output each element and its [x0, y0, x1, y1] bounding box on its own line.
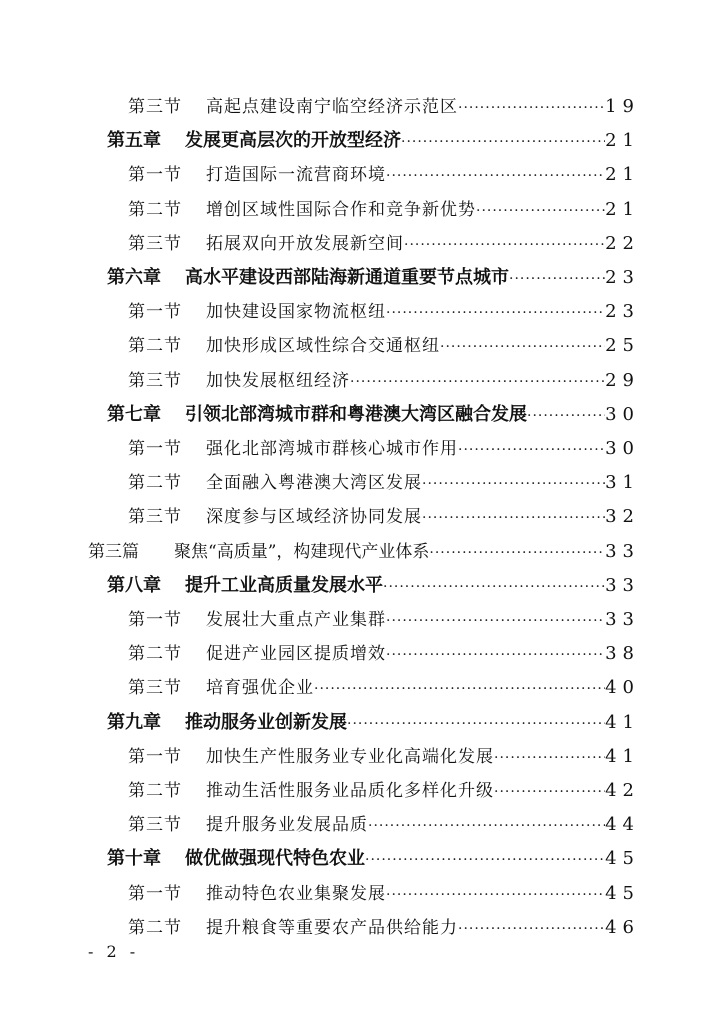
- toc-entry-page: 21: [605, 198, 640, 220]
- toc-entry-label: 第三节: [128, 815, 182, 836]
- toc-entry-page: 23: [605, 267, 640, 288]
- toc-entry-label: 第三节: [128, 678, 182, 699]
- dot-leader: [422, 476, 605, 492]
- dot-leader: [386, 613, 605, 629]
- dot-leader: [386, 168, 605, 184]
- toc-entry-title: 高起点建设南宁临空经济示范区: [206, 97, 458, 117]
- toc-entry-page: 21: [605, 164, 640, 186]
- toc-entry-page: 22: [605, 232, 640, 254]
- toc-entry-title: 全面融入粤港澳大湾区发展: [206, 473, 422, 494]
- dot-leader: [429, 545, 605, 561]
- dot-leader: [440, 339, 605, 355]
- dot-leader: [458, 100, 605, 116]
- toc-entry-title: 深度参与区域经济协同发展: [206, 507, 422, 528]
- dot-leader: [386, 887, 605, 903]
- toc-entry-page: 33: [605, 540, 640, 562]
- dot-leader: [365, 852, 605, 868]
- toc-entry-section: [0, 366, 640, 396]
- dot-leader: [458, 921, 605, 937]
- toc-entry-title: 增创区域性国际合作和竞争新优势: [206, 199, 476, 220]
- toc-entry-label: 第九章: [107, 711, 161, 733]
- toc-entry-page: 30: [605, 403, 640, 425]
- toc-entry-page: 33: [605, 609, 640, 630]
- toc-entry-page: 23: [605, 301, 640, 323]
- dot-leader: [383, 579, 605, 595]
- toc-entry-label: 第七章: [107, 403, 161, 425]
- dot-leader: [509, 271, 605, 287]
- dot-leader: [314, 681, 605, 697]
- toc-entry-section: [0, 195, 640, 225]
- dot-leader: [386, 647, 605, 663]
- toc-entry-page: 21: [605, 130, 640, 152]
- toc-entry-label: 第一节: [128, 610, 182, 630]
- toc-entry-label: 第二节: [128, 644, 182, 665]
- toc-entry-label: 第六章: [107, 267, 161, 288]
- dot-leader: [527, 408, 605, 424]
- toc-entry-page: 46: [605, 916, 640, 938]
- toc-entry-page: 38: [605, 643, 640, 665]
- toc-entry-section: [0, 331, 640, 361]
- toc-entry-section: [0, 605, 640, 635]
- toc-entry-section: [0, 742, 640, 772]
- toc-entry-title: 聚焦“高质量”，构建现代产业体系: [174, 541, 430, 562]
- toc-entry-label: 第二节: [128, 473, 182, 494]
- toc-entry-label: 第三节: [128, 507, 182, 528]
- toc-entry-section: [0, 468, 640, 498]
- toc-entry-title: 加快生产性服务业专业化高端化发展: [206, 746, 494, 767]
- toc-entry-title: 培育强优企业: [206, 678, 314, 699]
- toc-entry-page: 45: [605, 882, 640, 904]
- toc-entry-title: 促进产业园区提质增效: [206, 644, 386, 665]
- toc-entry-title: 引领北部湾城市群和粤港澳大湾区融合发展: [185, 403, 527, 425]
- dot-leader: [368, 818, 605, 834]
- dot-leader: [494, 784, 605, 800]
- toc-entry-label: 第五章: [107, 130, 161, 152]
- toc-entry-title: 高水平建设西部陆海新通道重要节点城市: [185, 267, 509, 288]
- toc-entry-section: [0, 913, 640, 943]
- toc-entry-page: 41: [605, 745, 640, 767]
- toc-entry-label: 第一节: [128, 883, 182, 904]
- toc-entry-label: 第一节: [128, 165, 182, 186]
- toc-entry-title: 推动服务业创新发展: [185, 711, 347, 733]
- toc-entry-section: [0, 434, 640, 464]
- toc-entry-section: [0, 92, 640, 122]
- toc-entry-label: 第十章: [107, 848, 161, 870]
- toc-entry-chapter: [0, 571, 640, 601]
- toc-entry-title: 发展更高层次的开放型经济: [185, 130, 401, 152]
- toc-entry-chapter: [0, 844, 640, 874]
- toc-entry-title: 加快形成区域性综合交通枢纽: [206, 336, 440, 357]
- toc-entry-page: 32: [605, 506, 640, 528]
- toc-entry-section: [0, 502, 640, 532]
- toc-entry-label: 第八章: [107, 574, 161, 596]
- dot-leader: [404, 237, 605, 253]
- toc-entry-label: 第三节: [128, 370, 182, 391]
- toc-entry-label: 第二节: [128, 336, 182, 357]
- toc-entry-title: 发展壮大重点产业集群: [206, 610, 386, 630]
- toc-entry-page: 25: [605, 335, 640, 357]
- toc-entry-title: 提升粮食等重要农产品供给能力: [206, 917, 458, 938]
- toc-entry-label: 第二节: [128, 781, 182, 801]
- toc-entry-page: 29: [605, 369, 640, 391]
- toc-entry-label: 第三节: [128, 97, 182, 117]
- toc-entry-chapter: [0, 126, 640, 156]
- toc-entry-chapter: [0, 263, 640, 293]
- toc-entry-chapter: [0, 400, 640, 430]
- toc-entry-section: [0, 810, 640, 840]
- toc-entry-title: 加快建设国家物流枢纽: [206, 302, 386, 323]
- dot-leader: [476, 203, 605, 219]
- toc-entry-title: 做优做强现代特色农业: [185, 848, 365, 870]
- toc-entry-label: 第一节: [128, 746, 182, 767]
- toc-entry-title: 提升工业高质量发展水平: [185, 574, 383, 596]
- dot-leader: [494, 750, 605, 766]
- dot-leader: [347, 716, 605, 732]
- dot-leader: [386, 305, 605, 321]
- toc-entry-section: [0, 160, 640, 190]
- toc-entry-page: 42: [605, 780, 640, 801]
- toc-entry-chapter: [0, 708, 640, 738]
- toc-entry-label: 第三节: [128, 233, 182, 254]
- dot-leader: [350, 374, 605, 390]
- dot-leader: [458, 442, 605, 458]
- toc-entry-page: 30: [605, 438, 640, 459]
- toc-entry-label: 第二节: [128, 199, 182, 220]
- toc-entry-title: 强化北部湾城市群核心城市作用: [206, 439, 458, 459]
- toc-entry-section: [0, 879, 640, 909]
- toc-entry-part: [0, 537, 640, 567]
- toc-entry-label: 第一节: [128, 439, 182, 459]
- toc-entry-page: 44: [605, 814, 640, 836]
- toc-entry-page: 19: [605, 96, 640, 117]
- toc-entry-page: 41: [605, 711, 640, 733]
- toc-entry-page: 31: [605, 472, 640, 494]
- toc-entry-title: 提升服务业发展品质: [206, 815, 368, 836]
- toc-entry-section: [0, 639, 640, 669]
- toc-entry-title: 推动生活性服务业品质化多样化升级: [206, 781, 494, 801]
- page-number: - 2 -: [88, 942, 140, 961]
- toc-entry-section: [0, 673, 640, 703]
- toc-entry-title: 打造国际一流营商环境: [206, 165, 386, 186]
- toc-entry-page: 45: [605, 848, 640, 870]
- toc-entry-section: [0, 776, 640, 806]
- toc-entry-section: [0, 229, 640, 259]
- toc-entry-title: 加快发展枢纽经济: [206, 370, 350, 391]
- toc-entry-label: 第二节: [128, 917, 182, 938]
- toc-entry-title: 拓展双向开放发展新空间: [206, 233, 404, 254]
- toc-entry-section: [0, 297, 640, 327]
- dot-leader: [401, 134, 605, 150]
- dot-leader: [422, 510, 605, 526]
- toc-entry-title: 推动特色农业集聚发展: [206, 883, 386, 904]
- toc-entry-page: 40: [605, 677, 640, 699]
- toc-entry-label: 第三篇: [88, 541, 139, 562]
- toc-entry-label: 第一节: [128, 302, 182, 323]
- toc-entry-page: 33: [605, 574, 640, 596]
